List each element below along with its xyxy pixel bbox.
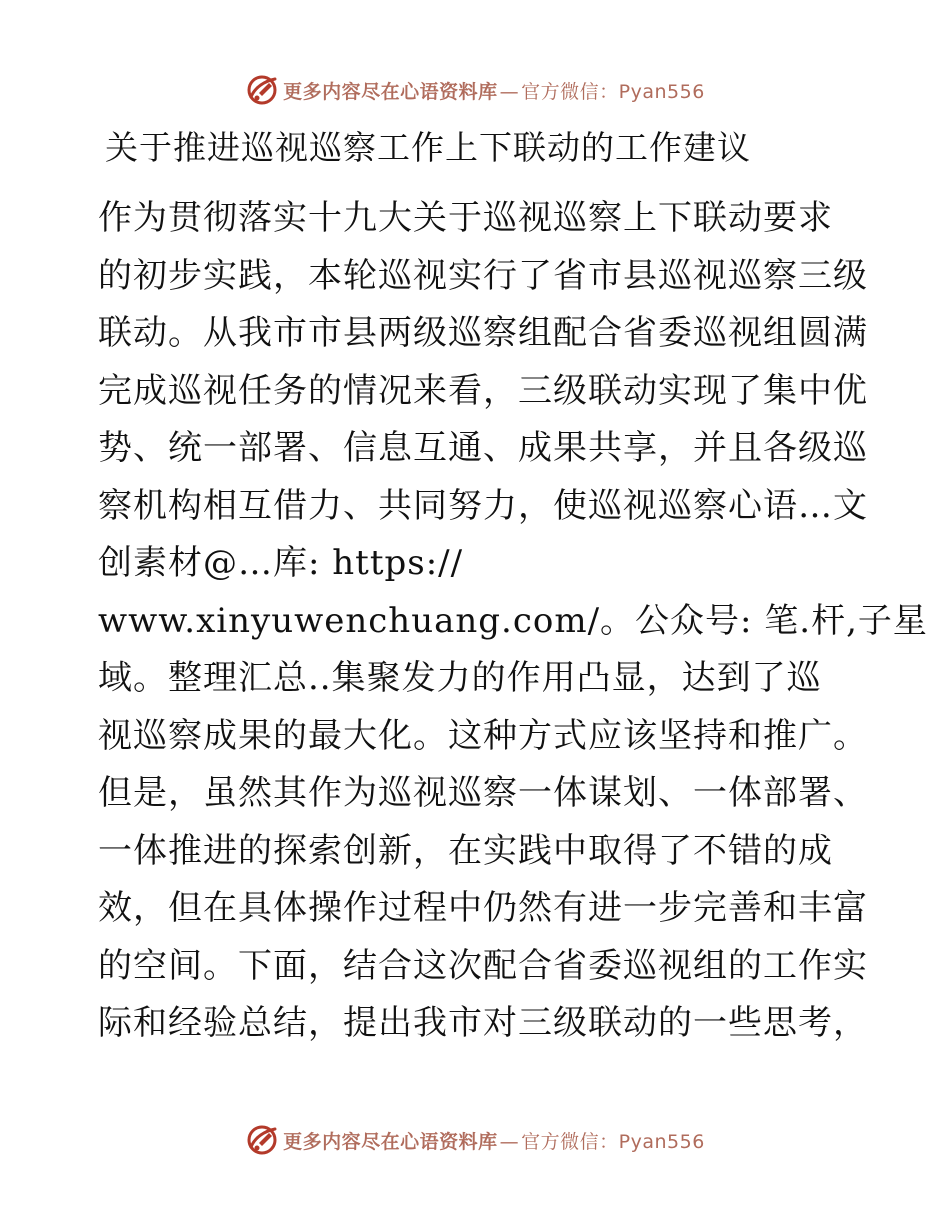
body-line: www.xinyuwenchuang.com/。公众号: 笔.杆,子星 xyxy=(98,600,928,641)
document-body xyxy=(98,190,928,1053)
body-line: 的初步实践，本轮巡视实行了省市县巡视巡察三级 xyxy=(98,255,868,296)
body-line: 效，但在具体操作过程中仍然有进一步完善和丰富 xyxy=(98,888,868,928)
header-banner-wechat: 官方微信：Pyan556 xyxy=(521,80,705,103)
footer-banner xyxy=(0,1120,950,1160)
body-line: 作为贯彻落实十九大关于巡视巡察上下联动要求 xyxy=(98,198,833,238)
header-banner-separator: — xyxy=(499,80,520,103)
body-line: 视巡察成果的最大化。这种方式应该坚持和推广。 xyxy=(98,715,868,756)
body-line: 势、统一部署、信息互通、成果共享，并且各级巡 xyxy=(98,428,868,468)
footer-banner-separator: — xyxy=(499,1130,520,1153)
document-title: 关于推进巡视巡察工作上下联动的工作建议 xyxy=(105,128,751,167)
body-line: 完成巡视任务的情况来看，三级联动实现了集中优 xyxy=(98,370,868,411)
footer-banner-wechat: 官方微信：Pyan556 xyxy=(521,1130,705,1153)
footer-banner-text xyxy=(283,1127,705,1154)
header-banner-text xyxy=(283,77,705,104)
pen-swirl-logo-icon xyxy=(245,73,279,107)
body-line: 察机构相互借力、共同努力，使巡视巡察心语…文 xyxy=(98,485,868,526)
header-banner-title: 更多内容尽在心语资料库 xyxy=(283,80,498,103)
pen-swirl-logo-icon xyxy=(245,1123,279,1157)
body-line: 域。整理汇总..集聚发力的作用凸显，达到了巡 xyxy=(98,658,822,698)
body-line: 的空间。下面，结合这次配合省委巡视组的工作实 xyxy=(98,945,868,986)
body-line: 但是，虽然其作为巡视巡察一体谋划、一体部署、 xyxy=(98,773,868,813)
body-line: 一体推进的探索创新，在实践中取得了不错的成 xyxy=(98,830,833,871)
body-line: 联动。从我市市县两级巡察组配合省委巡视组圆满 xyxy=(98,313,868,353)
body-line: 际和经验总结，提出我市对三级联动的一些思考， xyxy=(98,1003,868,1043)
body-line: 创素材@…库: https:// xyxy=(98,543,464,583)
header-banner xyxy=(0,70,950,110)
footer-banner-title: 更多内容尽在心语资料库 xyxy=(283,1130,498,1153)
